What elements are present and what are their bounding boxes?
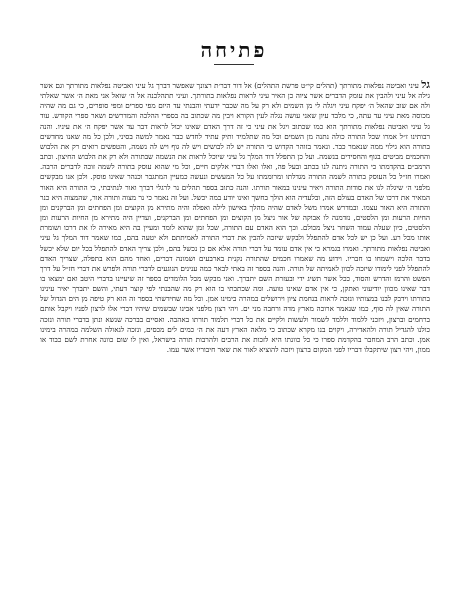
body-paragraph: [40, 80, 430, 355]
opening-word: גל: [421, 80, 430, 91]
page-title: פתיחה: [200, 38, 268, 62]
body-text: [40, 80, 430, 585]
title-rule: [214, 64, 254, 71]
body-content: עיני ואביטה נפלאות מתורתך (תהלים קי״ט פרשת התהלים) אל דור דבר׳ת רצונך שאפשר דברך גל עיני ואביטה נפלאות מתורתך וגם אשר גילה אל עיני ולהבין את עומק הדברים אשר ציוה כן האיר עיני לראות נפלאות בתורתך. ועיני תתהלכנה אל ה׳ שואל אני מאת ה׳ אשר שאלתי ולה אם שוב שהאל ה׳ יפקח עיני ויגלה לי מן השמים ולא רק על מה שכבר ידעתי והבנתי עד היום מפי ספרים ומפי סופרים, כי גם מה שהיה מכוסה מאת עיני עד עתה, כי מלבד עיון שאני עושה נגלה לעין הקורא ויבין מה שכתוב בה בספרי ההלכה והמדרשים ושאר ספרי הקודש. עוד גל עיני ואביטה נפלאות מתורתך הוא כמו שכתוב ויגל את עיני כי זה דרך האדם שאינו יכול לראות דבר עד אשר יפקח ה׳ את עיניו. והנה רבותינו ז״ל אמרו שכל התורה כולה נתנה מן השמים וכל מה שתלמיד ותיק עתיד לחדש כבר נאמר למשה בסיני, ולכן כל מה שאנו מחדשים בתורה הוא גילוי ממה שנאמר כבר. ונאמר בזוהר הקדוש כי התורה יש לה לבושים ויש לה גוף ויש לה נשמה, והטפשים רואים רק את הלבוש והחכמים מביטים בגוף והחסידים בנשמה. ועל כן התפלל דוד המלך גל עיני שיוכל לראות את הנשמה שבתורה ולא רק את הלבוש החיצון. וכתב הרמב״ם בהקדמתו כי התורה ניתנה לנו בכתב ובעל פה, ואלו ואלו דברי אלקים חיים, וכל מי שהוא עוסק בתורה לשמה זוכה לדברים הרבה. ואמרו חז״ל כל העוסק בתורה לשמה התורה מגדלתו ומרוממתו על כל המעשים ונעשה כמעיין המתגבר וכנהר שאינו פוסק. ולכן אנו מבקשים מלפני ה׳ שיגלה לנו את סודות התורה ויאיר עינינו במאור תורתו. והנה כתוב בספר תהלים נר לרגלי דברך ואור לנתיבתי, כי התורה היא האור המאיר את דרכו של האדם בעולם הזה, ובלעדיה הוא הולך בחשך ואינו יודע במה יכשל. ועל זה נאמר כי נר מצוה ותורה אור, שהמצוה היא כנר והתורה היא האור עצמו. ובמדרש אמרו משל לאדם שהיה מהלך באישון לילה ואפלה והיה מתירא מן הקוצים ומן הפחתים ומן הברקנים ומן החיות הרעות ומן הלסטים, נזדמנה לו אבוקה של אור ניצל מן הקוצים ומן הפחתים ומן הברקנים, ועדיין היה מתירא מן החיות הרעות ומן הלסטים, כיון שעלה עמוד השחר ניצל מכולם. וכך הוא האדם עם התורה, שכל זמן שהוא לומד ומעיין בה היא מאירה לו את דרכו ושומרת אותו מכל רע. ועל כן יש לכל אדם להתפלל ולבקש שיזכה להבין את דברי התורה לאמיתתם ולא יטעה בהם, כמו שאמר דוד המלך גל עיני ואביטה נפלאות מתורתך. ואמרו בגמרא כי אין אדם עומד על דברי תורה אלא אם כן נכשל בהם, ולכן צריך האדם להתפלל בכל יום שלא יכשל בדבר הלכה וישמחו בו חבריו. וידוע מה שאמרו חכמים שהתורה נקנית בארבעים ושמונה דברים, ואחד מהם הוא בתפלה, שצריך האדם להתפלל לפני לימודו שיזכה לכוון לאמיתה של תורה. והנה בספר זה באתי לבאר כמה ענינים הנוגעים לדברי תורה ולפרש את דברי חז״ל על דרך הפשט והרמז והדרש והסוד, ככל אשר תשיג ידי ובעזרת השם יתברך. ואני מבקש מכל הלומדים בספר זה שיעיינו בדברי היטב ואם ימצאו בו דבר שאינו מכוון יודיעוני ואתקן, כי אין אדם שאינו טועה. ומה שכתבתי בו הוא רק מה שהבנתי לפי קוצר דעתי, והשם יתברך יאיר עינינו בתורתו וידבק לבנו במצותיו ונזכה לראות בנחמת ציון וירושלים במהרה בימינו אמן. וכל מה שחידשתי בספר זה הוא רק טיפה מן הים הגדול של התורה שאין לה סוף, כמו שנאמר ארוכה מארץ מדה ורחבה מני ים. ויהי רצון מלפני אבינו שבשמים שיהיו דברי אלו לרצון לפניו ויקבל אותם ברחמים וברצון, ויזכני ללמוד וללמד לשמור ולעשות ולקיים את כל דברי תלמוד תורתו באהבה. ואסיים בברכה שנשא ונתן בדברי תורה ונזכה כולנו להגדיל תורה ולהאדירה, ויקוים בנו מקרא שכתוב כי מלאה הארץ דעה את ה׳ כמים לים מכסים, ונזכה לגאולה השלמה במהרה בימינו אמן. וכתב הרב המחבר בהקדמת ספרו כי כל כוונתו היא לזכות את הרבים ולהרבות תורה בישראל, ואין לו שום כוונה אחרת לשם כבוד או ממון, ויהי רצון שיתקבלו דבריו לפני המקום ברצון ויזכה להוציא לאור את שאר חיבוריו אשר עמו.: [40, 81, 430, 355]
